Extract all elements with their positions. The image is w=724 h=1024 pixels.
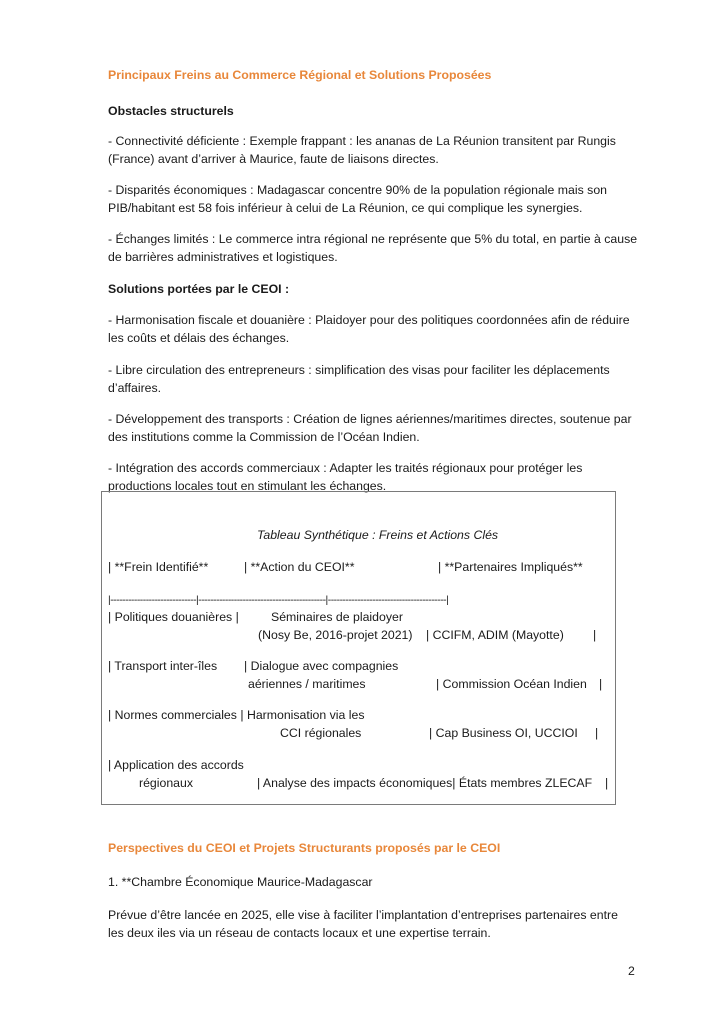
paragraph-line: Prévue d’être lancée en 2025, elle vise à faciliter l’implantation d’entreprises partenaires entre: [108, 908, 618, 922]
obstacle-line: de barrières administratives et logistiques.: [108, 250, 338, 264]
table-cell: | Politiques douanières |: [108, 610, 239, 624]
numbered-item: 1. **Chambre Économique Maurice-Madagascar: [108, 875, 373, 889]
solutions-heading: Solutions portées par le CEOI :: [108, 282, 290, 296]
summary-table-box: [101, 491, 616, 805]
table-header-cell: | **Action du CEOI**: [244, 560, 355, 574]
solution-line: des institutions comme la Commission de l’Océan Indien.: [108, 430, 420, 444]
table-cell: Séminaires de plaidoyer: [271, 610, 403, 624]
section-title: Perspectives du CEOI et Projets Structurants proposés par le CEOI: [108, 841, 501, 855]
table-cell: aériennes / maritimes: [248, 677, 366, 691]
obstacle-line: - Connectivité déficiente : Exemple frappant : les ananas de La Réunion transitent par Rungis: [108, 134, 616, 148]
section-title: Principaux Freins au Commerce Régional et Solutions Proposées: [108, 68, 492, 82]
solution-line: - Développement des transports : Création de lignes aériennes/maritimes directes, soutenue par: [108, 412, 632, 426]
solution-line: - Libre circulation des entrepreneurs : simplification des visas pour faciliter les déplacements: [108, 363, 610, 377]
table-cell: (Nosy Be, 2016-projet 2021): [258, 628, 413, 642]
table-cell: CCI régionales: [280, 726, 362, 740]
table-caption: Tableau Synthétique : Freins et Actions Clés: [257, 528, 499, 542]
table-cell: |: [595, 726, 599, 740]
solution-line: d’affaires.: [108, 381, 162, 395]
obstacles-heading: Obstacles structurels: [108, 104, 234, 118]
table-header-cell: | **Partenaires Impliqués**: [438, 560, 583, 574]
solution-line: les coûts et délais des échanges.: [108, 331, 290, 345]
table-separator: |-----------------------------|-------------------------------------------|----------------------------------------|: [108, 595, 449, 606]
table-cell: | Application des accords: [108, 758, 244, 772]
table-cell: | Commission Océan Indien: [436, 677, 587, 691]
table-cell: |: [593, 628, 597, 642]
table-cell: | CCIFM, ADIM (Mayotte): [426, 628, 564, 642]
obstacle-line: - Disparités économiques : Madagascar concentre 90% de la population régionale mais son: [108, 183, 607, 197]
table-header-cell: | **Frein Identifié**: [108, 560, 209, 574]
table-cell: régionaux: [139, 776, 194, 790]
table-cell: | Normes commerciales | Harmonisation via les: [108, 708, 365, 722]
table-cell: | Analyse des impacts économiques| États membres ZLECAF: [257, 776, 593, 790]
obstacle-line: - Échanges limités : Le commerce intra régional ne représente que 5% du total, en partie à cause: [108, 232, 638, 246]
paragraph-line: les deux iles via un réseau de contacts locaux et une expertise terrain.: [108, 926, 491, 940]
table-cell: |: [605, 776, 609, 790]
table-cell: |: [599, 677, 603, 691]
obstacle-line: (France) avant d’arriver à Maurice, faute de liaisons directes.: [108, 152, 439, 166]
table-cell: | Transport inter-îles: [108, 659, 218, 673]
solution-line: - Harmonisation fiscale et douanière : Plaidoyer pour des politiques coordonnées afin de réduire: [108, 313, 630, 327]
solution-line: - Intégration des accords commerciaux : Adapter les traités régionaux pour protéger les: [108, 461, 583, 475]
page-number: 2: [628, 964, 635, 978]
obstacle-line: PIB/habitant est 58 fois inférieur à celui de La Réunion, ce qui complique les synergies.: [108, 201, 583, 215]
table-cell: | Cap Business OI, UCCIOI: [429, 726, 578, 740]
solution-line: productions locales tout en stimulant les échanges.: [108, 479, 387, 493]
table-cell: | Dialogue avec compagnies: [244, 659, 399, 673]
